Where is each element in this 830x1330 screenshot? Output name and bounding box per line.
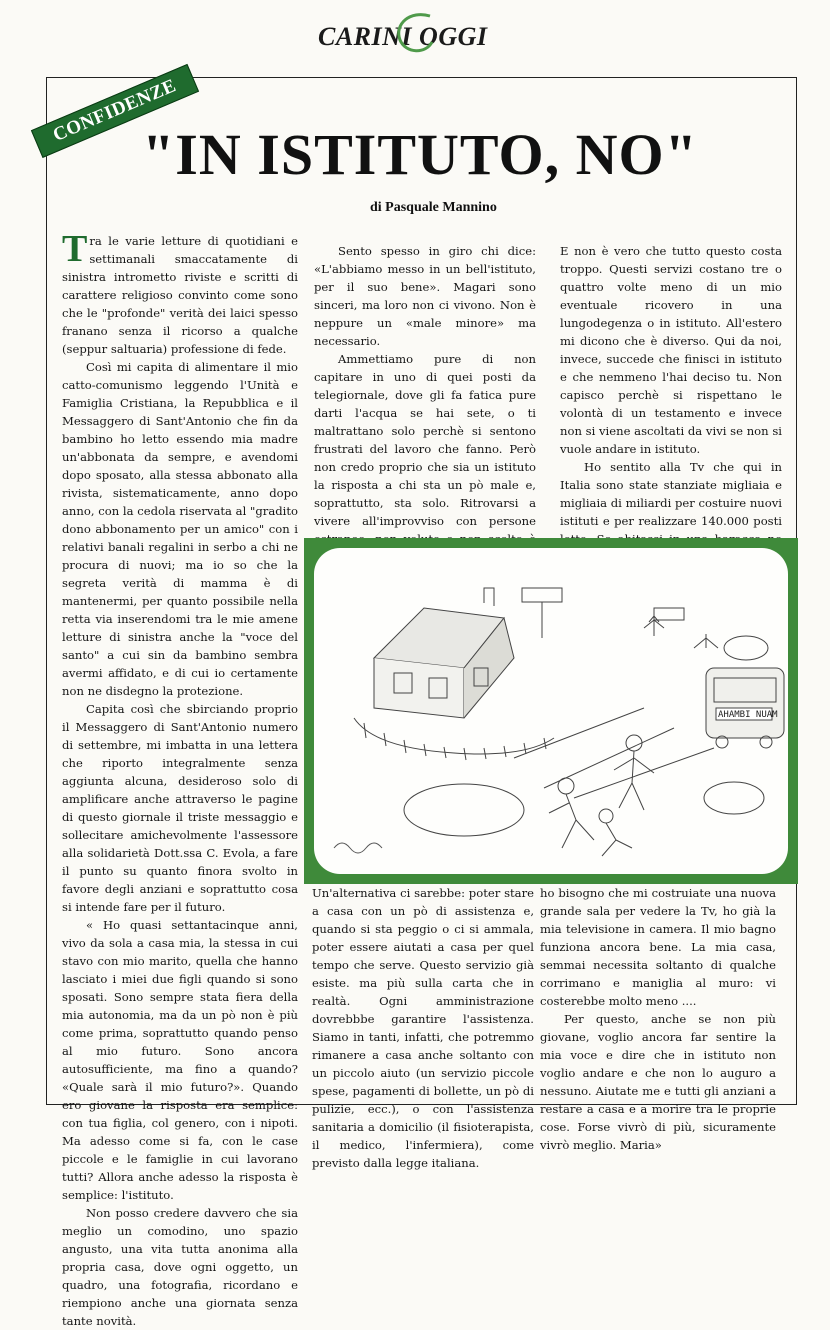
drop-cap: T [62,228,88,270]
column-5 [540,884,776,1154]
paragraph: Ammettiamo pure di non capitare in uno di quei posti da telegiornale, dove gli fa fatica pure darti l'acqua se hai sete, o ti maltrattano solo perchè si sentono frustrati del lavoro che fanno. Però non credo proprio che sia un istituto la risposta a chi sta un pò male e, soprattutto, sta solo. Ritrovarsi a vivere all'improvviso con persone [314,352,536,528]
paragraph: ho bisogno che mi costruiate una nuova grande sala per vedere la Tv, ho già la mia televisione in camera. Il mio bagno funziona ancora bene. La mia casa, semmai necessita soltanto di qualche corrimano e maniglia al muro: vi costerebbe molto meno .... [540,886,776,1008]
illustration-frame [304,538,798,884]
headline: "IN ISTITUTO, NO" [142,122,698,187]
paragraph: Ho sentito alla Tv che qui in Italia sono state stanziate migliaia e migliaia di miliardi per costuire nuovi istituti e per realizzare 140.000 posti [560,460,782,528]
paragraph: Per questo, anche se non più giovane, voglio ancora far sentire la mia voce e dire che in istituto non voglio andare e che non lo auguro a nessuno. Aiutate me e tutti gli anziani a restare a casa e a morire tra le proprie cose. Forse vivrò di più, sicuramente vivrò meglio. Maria» [540,1012,776,1152]
publication-logo: CARINI OGGI [318,22,488,51]
paragraph: « Ho quasi settantacinque anni, vivo da sola a casa mia, la stessa in cui stavo con mio marito, quella che hanno lasciato i miei due figli quando si sono sposati. Sono sempre stata fiera della mia autonomia, ma da un pò non è più come prima, soprattutto quando penso al mio futuro. Sono ancora autosufficiente, ma fino a quando? «Quale sarà il mio futuro?». Quando ero giovane la risposta era semplice: con tua figlia, col genero, con i nipoti. Ma adesso come si fa, con le case piccole e le famiglie in cui lavorano tutti? Allora anche adesso la risposta è semplice: l'istituto. [62,918,298,1202]
column-4 [312,884,534,1172]
section-badge: CONFIDENZE [31,64,199,158]
paragraph: Un'alternativa ci sarebbe: poter stare a casa con un pò di assistenza e, quando si sta peggio o ci si ammala, poter essere aiutati a casa per quel tempo che serve. Questo servizio già esiste. ma più sulla carta che in realtà. Ogni amministrazione dovrebbbe garantire l'assistenza. Siamo in tanti, infatti, che potremmo rimanere a casa anche soltanto con un piccolo aiuto (un servizio piccole spese, pagamenti di bollette, un pò di pulizie, ecc.), o con l'assistenza sanitaria a domicilio (il fisioterapista, il medico, l'infermiera), come previsto dalla legge italiana. [312,886,534,1170]
paragraph: ra le varie letture di quotidiani e settimanali smaccatamente di sinistra intrometto riviste e scritti di carattere religioso convinto come sono che le "profonde" verità dei laici spesso franano senza il ricorso a qualche (seppur saltuaria) professione di fede. [62,234,298,356]
bus-sign-text: AHAMBI NUAM [718,710,778,720]
column-1 [62,228,298,1330]
artist-signature [334,843,382,853]
logo-swirl-icon [390,10,438,56]
byline: di Pasquale Mannino [370,200,497,215]
paragraph: Così mi capita di alimentare il mio catto-comunismo leggendo l'Unità e Famiglia Cristiana, la Repubblica e il Messaggero di Sant'Antonio che fin da bambino ho letto essendo mia madre un'abbonata da sempre, e avendomi dopo sposato, alla stessa abbonato alla rivista, sistematicamente, anno dopo anno, con la cedola riservata al "gradito dono abbonamento per un amico" con i relativi banali regalini in serbo a chi ne procura di nuovi; ma io so che la segreta verità di mamma è di mantenermi, per quanto possibile nella retta via inserendomi tra le mie amene letture di sinistra anche la "voce del santo" a cui sin da bambino sembra avermi affidato, e di cui io certamente non ne disdegno la protezione. [62,360,298,698]
sketch-drawing [314,548,788,874]
paragraph: Sento spesso in giro chi dice: «L'abbiamo messo in un bell'istituto, per il suo bene». Magari sono sinceri, ma loro non ci vivono. Non è neppure un «male minore» ma necessario. [314,244,536,348]
paragraph: Non posso credere davvero che sia meglio un comodino, uno spazio angusto, una vita tutta anonima alla propria casa, dove ogni oggetto, un quadro, una fotografia, ricordano e riempiono anche una giornata senza tante novità. [62,1206,298,1328]
illustration [314,548,788,874]
paragraph: Capita così che sbirciando proprio il Messaggero di Sant'Antonio numero di settembre, mi imbatta in una lettera che riporto integralmente senza aggiunta alcuna, desideroso solo di amplificare anche attraverso le pagine di questo giornale il triste messaggio e sollecitare amichevolmente l'assessore alla solidarietà Dott.ssa C. Evola, a fare il punto su quanto finora svolto in favore degli anziani e soprattutto cosa si intende fare per il futuro. [62,702,298,914]
paragraph: E non è vero che tutto questo costa troppo. Questi servizi costano tre o quattro volte meno di un mio eventuale ricovero in una lungodegenza o in istituto. All'estero mi dicono che è diverso. Qui da noi, invece, succede che finisci in istituto e che nemmeno l'hai deciso tu. Non capisco perchè si rispettano le volontà di un testamento e invece non si viene ascoltati da vivi se non si vuole andare in istituto. [560,244,782,456]
